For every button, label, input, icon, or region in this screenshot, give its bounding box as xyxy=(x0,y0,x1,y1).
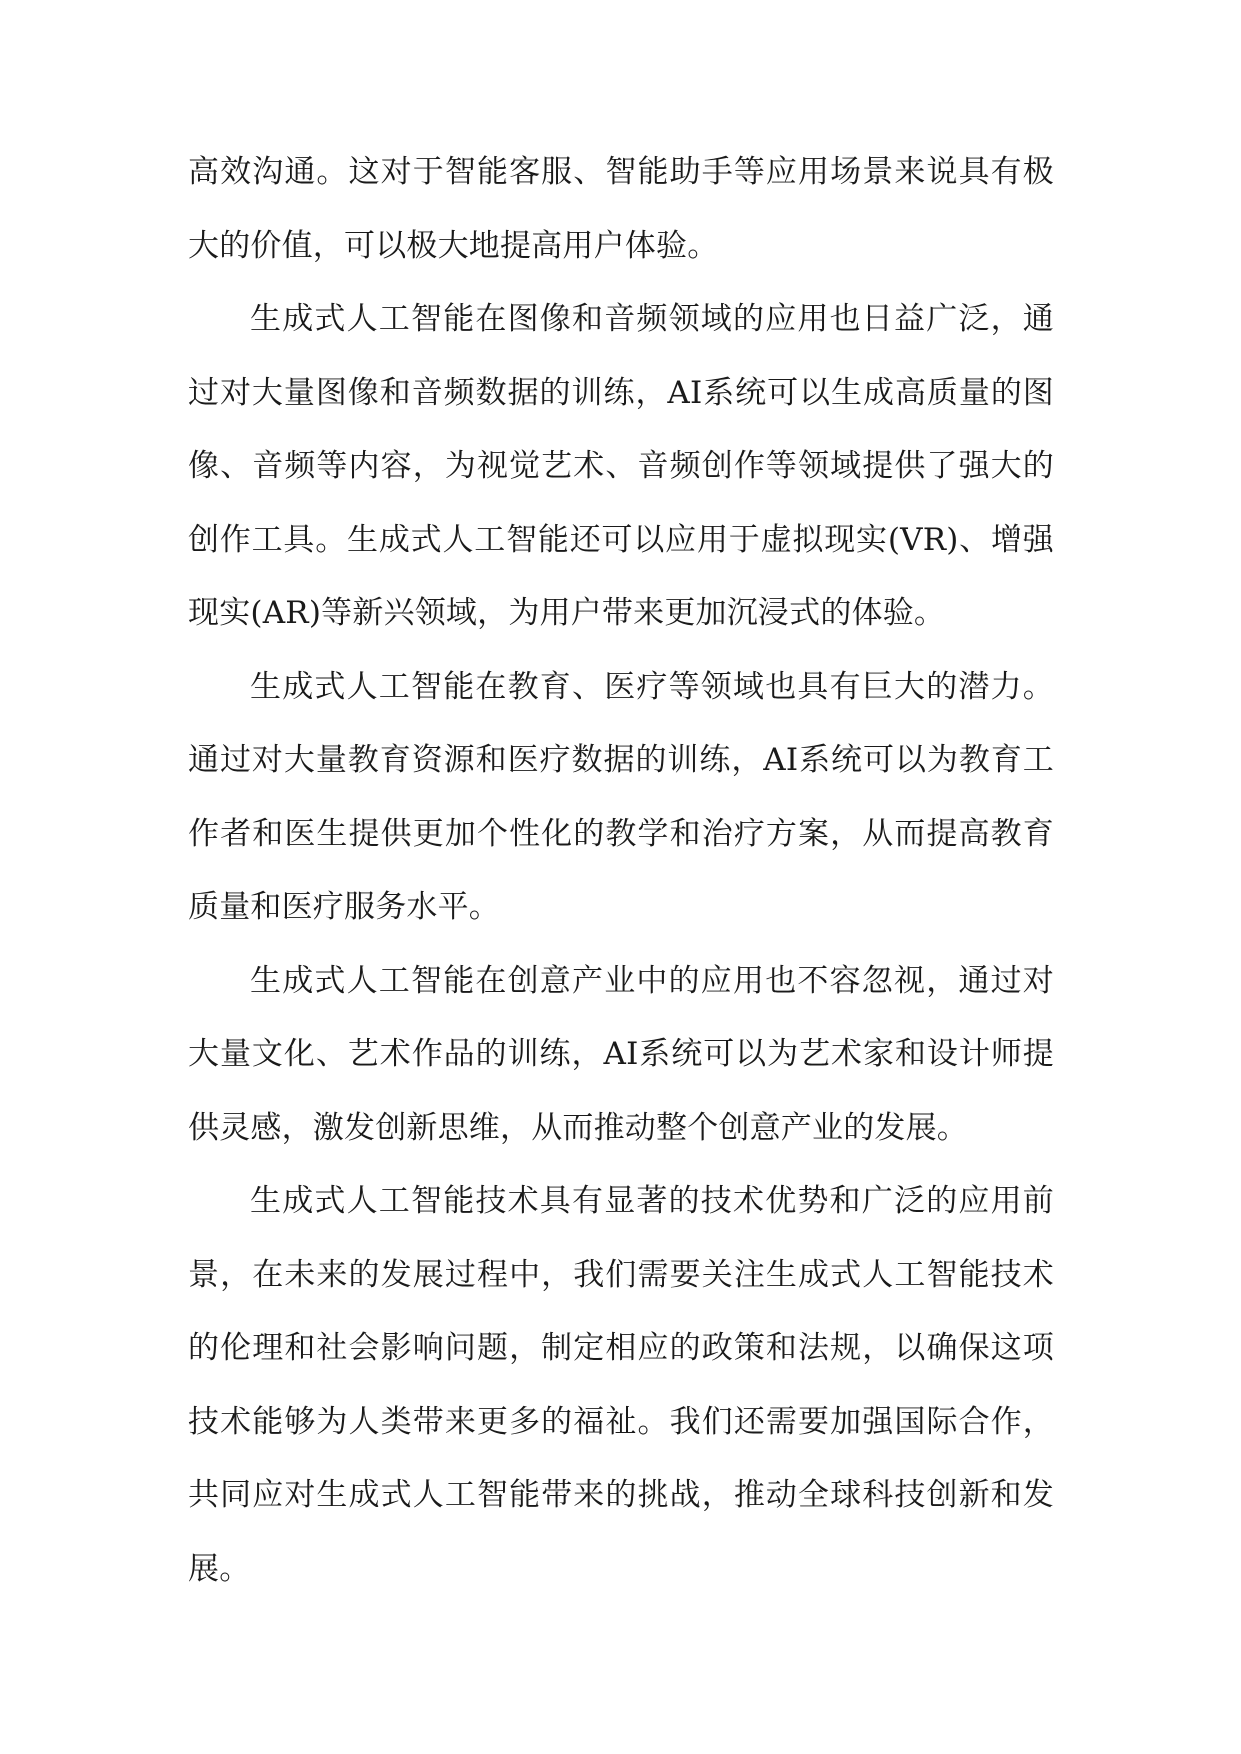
document-body xyxy=(188,136,1054,1606)
paragraph-image-audio: 生成式人工智能在图像和音频领域的应用也日益广泛，通过对大量图像和音频数据的训练，AI系统可以生成高质量的图像、音频等内容，为视觉艺术、音频创作等领域提供了强大的创作工具。生成式人工智能还可以应用于虚拟现实(VR)、增强现实(AR)等新兴领域，为用户带来更加沉浸式的体验。 xyxy=(188,301,1054,631)
paragraph-conclusion: 生成式人工智能技术具有显著的技术优势和广泛的应用前景，在未来的发展过程中，我们需要关注生成式人工智能技术的伦理和社会影响问题，制定相应的政策和法规，以确保这项技术能够为人类带来更多的福祉。我们还需要加强国际合作，共同应对生成式人工智能带来的挑战，推动全球科技创新和发展。 xyxy=(188,1183,1054,1587)
paragraph-continuation: 高效沟通。这对于智能客服、智能助手等应用场景来说具有极大的价值，可以极大地提高用户体验。 xyxy=(188,154,1054,264)
paragraph-creative-industry: 生成式人工智能在创意产业中的应用也不容忽视，通过对大量文化、艺术作品的训练，AI系统可以为艺术家和设计师提供灵感，激发创新思维，从而推动整个创意产业的发展。 xyxy=(188,962,1054,1146)
paragraph-education-medical: 生成式人工智能在教育、医疗等领域也具有巨大的潜力。通过对大量教育资源和医疗数据的训练，AI系统可以为教育工作者和医生提供更加个性化的教学和治疗方案，从而提高教育质量和医疗服务水平。 xyxy=(188,668,1054,925)
